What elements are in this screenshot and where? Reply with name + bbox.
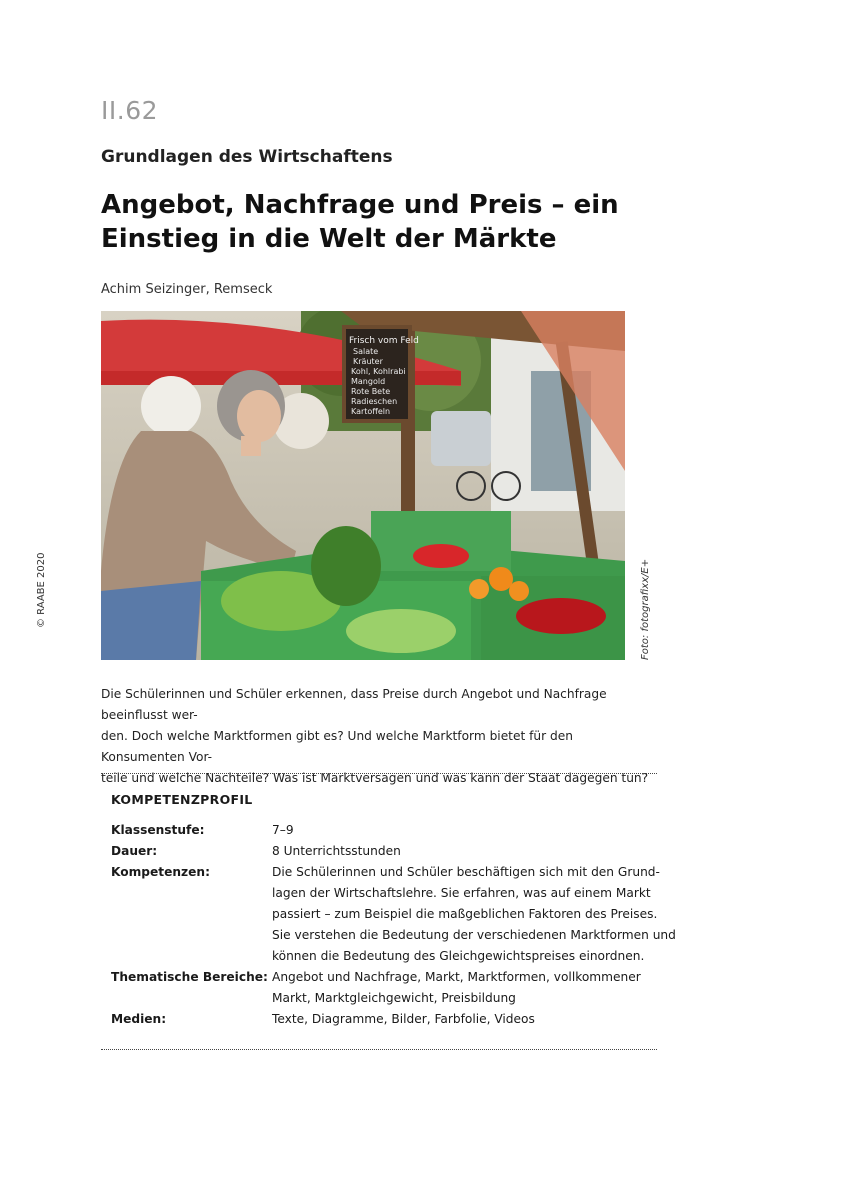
profile-value <box>272 841 652 862</box>
profile-value-line: 8 Unterrichtsstunden <box>272 844 401 858</box>
title-line: Angebot, Nachfrage und Preis – ein <box>101 190 619 220</box>
market-scene-illustration <box>101 311 625 660</box>
chapter-number: II.62 <box>101 96 159 125</box>
photo-credit: Foto: fotografixx/E+ <box>640 558 651 660</box>
series-title: Grundlagen des Wirtschaftens <box>101 147 393 167</box>
sign-line: Rote Bete <box>351 387 391 396</box>
sign-line: Radieschen <box>351 397 398 406</box>
profile-value <box>272 820 652 841</box>
profile-value-line: Markt, Marktgleichgewicht, Preisbildung <box>272 991 516 1005</box>
sign-line: Mangold <box>351 377 386 386</box>
author: Achim Seizinger, Remseck <box>101 282 273 297</box>
intro-line: Die Schülerinnen und Schüler erkennen, dass Preise durch Angebot und Nachfrage beeinflusst wer- <box>101 687 607 722</box>
sign-line: Salate <box>353 347 379 356</box>
profile-heading: KOMPETENZPROFIL <box>111 792 253 807</box>
divider-bottom <box>101 1049 657 1050</box>
sign-line: Kartoffeln <box>351 407 391 416</box>
profile-value <box>272 967 652 1009</box>
profile-value-line: Sie verstehen die Bedeutung der verschiedenen Marktformen und <box>272 928 676 942</box>
title-line: Einstieg in die Welt der Märkte <box>101 224 557 254</box>
divider-top <box>101 773 657 774</box>
profile-label: Kompetenzen: <box>111 865 210 879</box>
profile-value-line: Angebot und Nachfrage, Markt, Marktformen, vollkommener <box>272 970 641 984</box>
market-photo <box>101 311 625 660</box>
profile-label: Dauer: <box>111 844 158 858</box>
profile-value-line: Texte, Diagramme, Bilder, Farbfolie, Videos <box>272 1012 535 1026</box>
profile-value-line: können die Bedeutung des Gleichgewichtspreises einordnen. <box>272 949 645 963</box>
sign-line: Kohl, Kohlrabi <box>351 367 406 376</box>
profile-value <box>272 862 676 967</box>
sign-line: Kräuter <box>353 357 383 366</box>
profile-value-line: Die Schülerinnen und Schüler beschäftigen sich mit den Grund- <box>272 865 660 879</box>
profile-label: Thematische Bereiche: <box>111 970 268 984</box>
page-title <box>101 188 661 256</box>
intro-line: den. Doch welche Marktformen gibt es? Und welche Marktform bietet für den Konsumenten Vor- <box>101 729 573 764</box>
profile-value-line: 7–9 <box>272 823 294 837</box>
profile-label: Klassenstufe: <box>111 823 205 837</box>
intro-line: teile und welche Nachteile? Was ist Marktversagen und was kann der Staat dagegen tun? <box>101 771 649 785</box>
profile-label: Medien: <box>111 1012 167 1026</box>
copyright-notice: © RAABE 2020 <box>36 552 47 628</box>
profile-value-line: passiert – zum Beispiel die maßgeblichen Faktoren des Preises. <box>272 907 658 921</box>
profile-value-line: lagen der Wirtschaftslehre. Sie erfahren, was auf einem Markt <box>272 886 651 900</box>
profile-value <box>272 1009 652 1030</box>
sign-line: Frisch vom Feld <box>349 336 419 346</box>
